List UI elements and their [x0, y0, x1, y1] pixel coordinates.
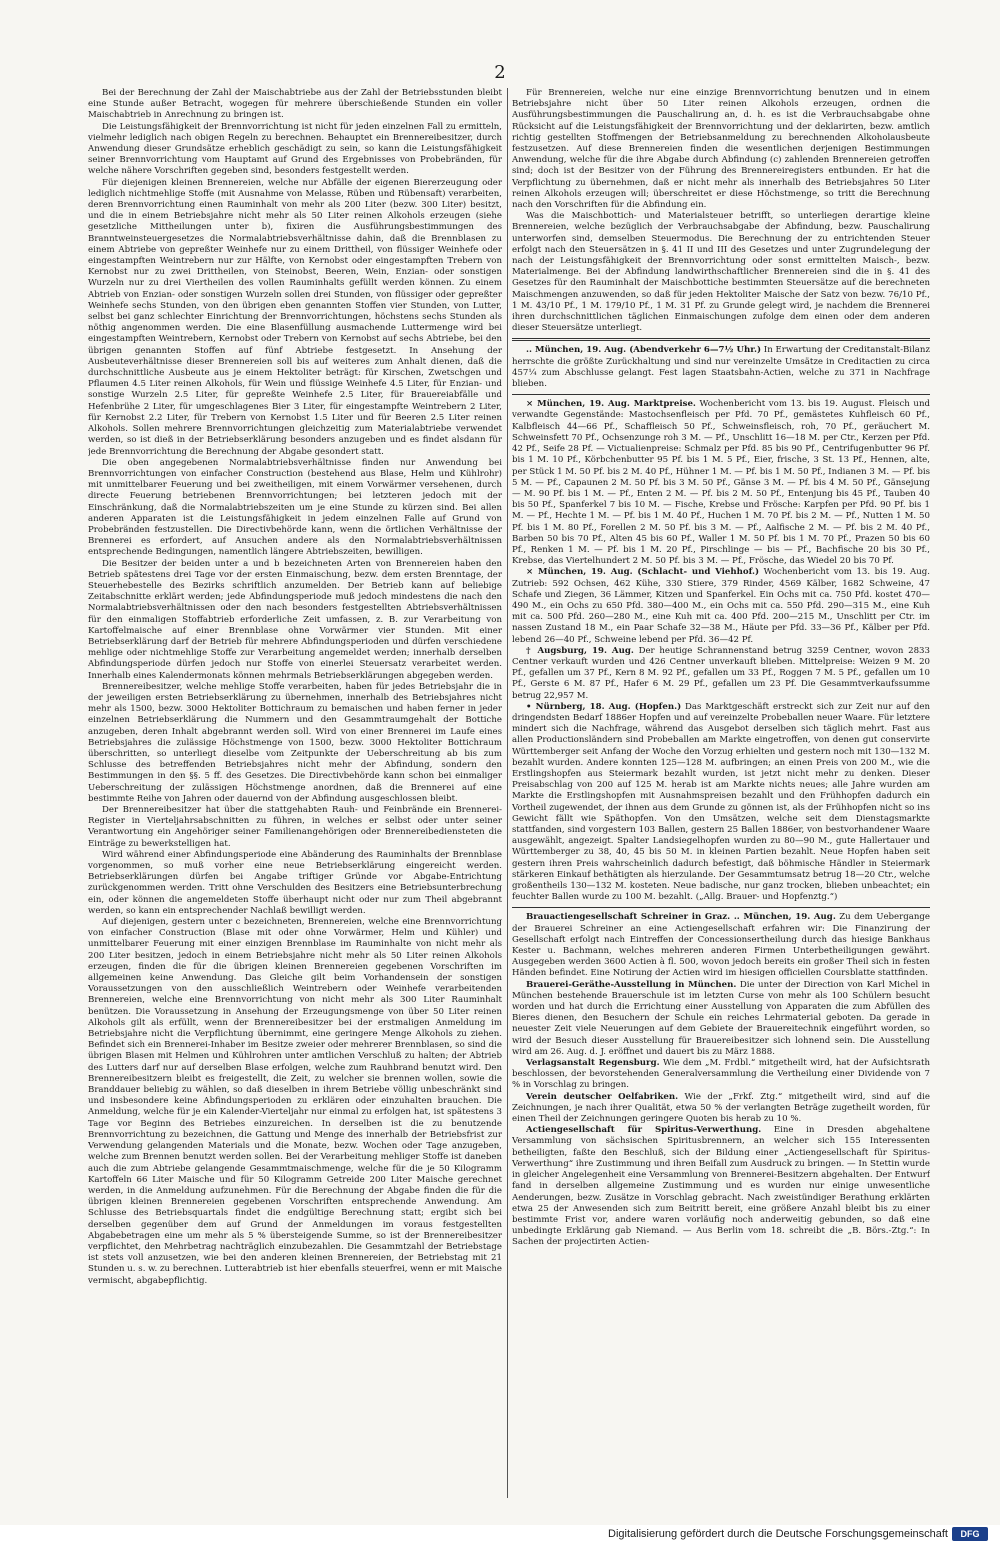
- left-column: [88, 88, 502, 1498]
- news-item-text: Wochenbericht vom 13. bis 19. Aug. Zutrieb: 592 Ochsen, 462 Kühe, 330 Stiere, 379 Rinder, 4569 Kälber, 1682 Schweine, 47 Schafe und Ziegen, 36 Lämmer, Kitzen und Spanferkel. Ein Ochs mit ca. 750 Pfd. kostet 470—490 M., ein Ochs zu 650 Pfd. 380—400 M., ein Ochs mit ca. 550 Pfd. 290—315 M., eine Kuh mit ca. 500 Pfd. 260—280 M., eine Kuh mit ca. 400 Pfd. 200—215 M., Unschlitt per Ctr. im nassen Zustand 18 M., ein Paar Schafe 32—38 M., Häute per Pfd. 33—36 Pf., Kälber per Pfd. lebend 26—40 Pf., Schweine lebend per Pfd. 36—42 Pf.: [512, 567, 930, 645]
- section-divider: [512, 338, 930, 341]
- article-paragraph: Die Leistungsfähigkeit der Brennvorrichtung ist nicht für jeden einzelnen Fall zu ermitteln, vielmehr lediglich nach obigen Regeln zu berechnen. Behauptet ein Brennereibesitzer, durch Anwendung dieser Grundsätze erheblich geschädigt zu sein, so kann die Leistungsfähigkeit seiner Brennvorrichtung vom Hauptamt auf Grund des Ergebnisses von Probebränden, für welche nähere Vorschriften gegeben sind, besonders festgestellt werden.: [88, 121, 502, 177]
- news-item: [512, 399, 930, 567]
- footer-bar: [0, 1525, 1000, 1545]
- news-item-heading: × München, 19. Aug. (Schlacht- und Viehhof.): [526, 567, 760, 578]
- news-item-text: Wie dem „M. Frdbl.“ mitgetheilt wird, hat der Aufsichtsrath beschlossen, der bevorstehenden Generalversammlung die Vertheilung einer Dividende von 7 % in Vorschlag zu bringen.: [512, 1058, 930, 1091]
- news-item: [512, 345, 930, 390]
- news-item-heading: × München, 19. Aug. Marktpreise.: [526, 399, 696, 410]
- article-paragraph: Die Besitzer der beiden unter a und b bezeichneten Arten von Brennereien haben den Betrieb spätestens drei Tage vor der ersten Einmaischung, bezw. dem ersten Brenntage, der Steuerhebestelle des Bezirks schriftlich anzumelden. Der Betrieb kann auf beliebige Zeitabschnitte erklärt werden; jede Abfindungsperiode muß jedoch mindestens die nach den Normalabtriebsverhältnissen oder den nach besonders festgestellten Abtriebsverhältnissen für den einmaligen Stoffabtrieb erforderliche Zeit umfassen, z. B. zur Verarbeitung von Kartoffelmaische auf einer Brennblase ohne Vorwärmer vier Stunden. Mit einer Betriebserklärung darf der Betrieb für mehrere Abfindungsperioden und dürfen verschiedene mehlige oder nichtmehlige Stoffe zur Verarbeitung angemeldet werden; innerhalb derselben Abfindungsperiode dürfen jedoch nur Stoffe von einerlei Steuersatz verarbeitet werden. Innerhalb eines Kalendermonats können mehrmals Betriebserklärungen abgegeben werden.: [88, 558, 502, 681]
- article-paragraph: Brennereibesitzer, welche mehlige Stoffe verarbeiten, haben für jedes Betriebsjahr die in der jeweiligen ersten Betriebserklärung zu übernehmen, innerhalb des Betriebsjahres nicht mehr als 1500, bezw. 3000 Hektoliter Bottichraum zu bemaischen und haben ferner in jeder einzelnen Betriebserklärung die Nummern und den Gesammtraumgehalt der Bottiche anzugeben, deren Inhalt abgebrannt werden soll. Wird von einer Brennerei im Laufe eines Betriebsjahres die zulässige Höchstmenge von 1500, bezw. 3000 Hektoliter Bottichraum überschritten, so unterliegt dieselbe vom Zeitpunkte der Ueberschreitung ab bis zum Schlusse des betreffenden Betriebsjahres nicht mehr der Abfindung, sondern den Bestimmungen in den §§. 5 ff. des Gesetzes. Die Directivbehörde kann schon bei einmaliger Ueberschreitung der zulässigen Höchstmenge anordnen, daß die Brennerei auf eine bestimmte Reihe von Jahren oder dauernd von der Abfindung ausgeschlossen bleibt.: [88, 681, 502, 804]
- funding-credit: Digitalisierung gefördert durch die Deutsche Forschungsgemeinschaft: [608, 1528, 948, 1540]
- news-item-text: Zu dem Uebergange der Brauerei Schreiner an eine Actiengesellschaft erfahren wir: Die Finanzirung der Gesellschaft erfolgt nach Eintreffen der Concessionsertheilung durch das hiesige Bankhaus Kester u. Bachmann, welches mehreren anderen Firmen Unterbetheiligungen gewährt. Ausgegeben werden 3600 Actien à fl. 500, wovon jedoch bereits ein großer Theil sich in festen Händen befindet. Eine Notirung der Actien wird im hiesigen officiellen Coursblatte stattfinden.: [512, 912, 930, 979]
- article-paragraph: Auf diejenigen, gestern unter c bezeichneten, Brennereien, welche eine Brennvorrichtung von einfacher Construction (Blase mit oder ohne Vorwärmer, Helm und Kühler) und unmittelbarer Feuerung mit einer einzigen Brennblase im Rauminhalte von nicht mehr als 200 Liter besitzen, jedoch in einem Betriebsjahre nicht mehr als 50 Liter reinen Alkohols erzeugen, finden die für die übrigen kleinen Brennereien gegebenen Vorschriften im allgemeinen keine Anwendung. Das Gleiche gilt beim Vorhandensein der sonstigen Voraussetzungen von den ausschließlich Weintrebern oder Weinhefe verarbeitenden Brennereien, welche eine Brennvorrichtung von nicht mehr als 300 Liter Rauminhalt benützen. Die Voraussetzung in Ansehung der Erzeugungsmenge von über 50 Liter reinen Alkohols gilt als erfüllt, wenn der Brennereibesitzer bei der erstmaligen Anmeldung im Betriebsjahre nicht die Verpflichtung übernimmt, eine geringere Menge Alkohols zu ziehen. Befindet sich ein Brennerei-Inhaber im Besitze zweier oder mehrerer Brennblasen, so sind die übrigen Blasen mit Helmen und Kühlrohren unter amtlichen Verschluß zu halten; der Abtrieb des Lutters darf nur auf derselben Blase erfolgen, welche zum Rauhbrand benutzt wird. Den Brennereibesitzern bleibt es freigestellt, die Zeit, zu welcher sie brennen wollen, sowie die Branddauer beliebig zu wählen, so daß dieselben in ihrem Betriebe völlig unbeschränkt sind und insbesondere keine Abfindungsperioden zu erklären oder einzuhalten brauchen. Die Anmeldung, welche für je ein Kalender-Vierteljahr nur einmal zu erfolgen hat, ist spätestens 3 Tage vor Beginn des Betriebes einzureichen. In derselben ist die zu benutzende Brennvorrichtung zu bezeichnen, die Gattung und Menge des innerhalb der Betriebsfrist zur Verwendung gelangenden Materials und die Monate, bezw. Wochen oder Tage anzugeben, welche zum Brennen benutzt werden sollen. Bei der Verarbeitung mehliger Stoffe ist daneben auch die zum Abtriebe gelangende Gesammtmaischmenge, welche für die je 50 Kilogramm Kartoffeln 66 Liter Maische und für 50 Kilogramm Getreide 200 Liter Maische gerechnet werden, in die Anmeldung aufzunehmen. Für die Berechnung der Abgabe finden die für die übrigen kleinen Brennereien gegebenen Vorschriften entsprechende Anwendung. Am Schlusse des Betriebsquartals findet die endgültige Berechnung statt; ergibt sich bei derselben gegenüber dem auf Grund der Anmeldungen im voraus festgestellten Abgabebetragen eine um mehr als 5 % übersteigende Summe, so ist der Brennereibesitzer verpflichtet, den Mehrbetrag nachträglich einzubezahlen. Die Gesammtzahl der Betriebstage ist stets voll anzusetzen, wie bei den anderen kleinen Brennereien, der Betriebstag mit 21 Stunden u. s. w. zu berechnen. Lutterabtrieb ist hier ebenfalls steuerfrei, wenn er mit Maische vermischt, abgabepflichtig.: [88, 917, 502, 1286]
- section-divider: [512, 394, 930, 395]
- news-item-heading: • Nürnberg, 18. Aug. (Hopfen.): [526, 701, 682, 712]
- article-paragraph: Bei der Berechnung der Zahl der Maischabtriebe aus der Zahl der Betriebsstunden bleibt eine Stunde außer Betracht, wogegen für mehrere überschießende Stunden ein voller Maischabtrieb in Anrechnung zu bringen ist.: [88, 88, 502, 121]
- news-item-heading: Verein deutscher Oelfabriken.: [526, 1091, 679, 1102]
- news-item-heading: † Augsburg, 19. Aug.: [526, 645, 634, 656]
- news-item-text: Das Marktgeschäft erstreckt sich zur Zeit nur auf den dringendsten Bedarf 1886er Hopfen und auf vereinzelte Probeballen neuer Waare. Für letztere mindert sich die Nachfrage, während das Ausgebot derselben sich täglich mehrt. Fast aus allen Productionsländern sind Probeballen am Markte eingetroffen, von denen gut conservirte Württemberger seit Anfang der Woche den Vorzug erhielten und gestern noch mit 130—132 M. bezahlt wurden. Andere konnten 125—128 M. aufbringen; an einen Preis von 200 M., wie die Erstlingshopfen aus Steiermark bezahlt wurden, ist jetzt nicht mehr zu denken. Dieser Preisabschlag von 200 auf 125 M. herab ist am Markte nichts neues; alle Jahre wurden am Markte die Erstlingshopfen mit Ausnahmspreisen bezahlt und den Frühhopfen dadurch ein Vortheil zugewendet, der ihnen aus dem Grunde zu gönnen ist, als der Frühhopfen nicht so ins Gewicht fällt wie Späthopfen. Von den Umsätzen, welche seit dem Dienstagsmarkte stattfanden, sind vorgestern 103 Ballen, gestern 25 Ballen 1886er, von bestvorhandener Waare ausgewählt, angezeigt. Spalter Landsiegelhopfen wurden zu 80—90 M., gute Hallertauer und Württemberger zu 38, 40, 45 bis 50 M. in kleinen Partien bezahlt. Neue Hopfen haben seit gestern ihren Preis wahrscheinlich dadurch befestigt, daß böhmische Händler in Steiermark stärkeren Einkauf bethätigten als hierzulande. Der Gesammtumsatz betrug 18—20 Ctr., welche großentheils 130—132 M. kosteten. Neue badische, nur ganz trocken, blieben unbeachtet; ein feuchter Ballen wurde zu 100 M. bezahlt. („Allg. Brauer- und Hopfenztg.“): [512, 701, 930, 903]
- news-item-heading: .. München, 19. Aug. (Abendverkehr 6—7½ Uhr.): [526, 345, 762, 356]
- news-item: [512, 1125, 930, 1248]
- article-paragraph: Für diejenigen kleinen Brennereien, welche nur Abfälle der eigenen Biererzeugung oder lediglich nichtmehlige Stoffe (mit Ausnahme von Melasse, Rüben und Rübensaft) verarbeiten, deren Brennvorrichtung einen Rauminhalt von mehr als 200 Liter (bezw. 300 Liter) besitzt, und die in einem Betriebsjahre nicht mehr als 50 Liter reinen Alkohols erzeugen (siehe gesetzliche Mittheilungen unter b), fixiren die Ausführungsbestimmungen des Branntweinsteuergesetzes die Normalabtriebsverhältnisse dahin, daß die Brennblasen zu einem Abtriebe von gepreßter Weinhefe nur zu einem Drittheil, von flüssiger Weinhefe oder eingestampften Weintrebern nur zur Hälfte, von Kernobst oder eingestampften Trebern von Kernobst nur zu zwei Drittheilen, von Steinobst, Beeren, Wein, Enzian- oder sonstigen Wurzeln nur zu drei Viertheilen des vollen Rauminhalts gefüllt werden können. Zu einem Abtrieb von Enzian- oder sonstigen Wurzeln sollen drei Stunden, von flüssiger oder gepreßter Weinhefe sechs Stunden, von den übrigen eben genannten Stoffen vier Stunden, von Lutter, selbst bei ganz schlechter Einrichtung der Brennvorrichtungen, höchstens sechs Stunden als nöthig angenommen werden. Die eine Blasenfüllung ausmachende Luttermenge wird bei eingestampften Weintrebern, Kernobst oder Trebern von Kernobst auf sechs Abtriebe, bei den übrigen genannten Stoffen auf fünf Abtriebe festgesetzt. In Ansehung der Ausbeuteverhältnisse dieser Brennereien soll bis auf weiteres zum Anhalt dienen, daß die durchschnittliche Ausbeute aus je einem Hektoliter beträgt: für Kirschen, Zwetschgen und Pflaumen 4.5 Liter reinen Alkohols, für Wein und flüssige Weinhefe 4.5 Liter, für Enzian- und sonstige Wurzeln 2.5 Liter, für gepreßte Weinhefe 2.5 Liter, für Brauereiabfälle und Hefenbrühe 2 Liter, für umgeschlagenes Bier 3 Liter, für eingestampfte Weintrebern 2 Liter, für Kernobst 2.2 Liter, für Trebern von Kernobst 1.5 Liter und für Beeren 2.5 Liter reinen Alkohols. Sollen mehrere Brennvorrichtungen gleichzeitig zum Materialabtriebe verwendet werden, so ist dieß in der Betriebserklärung besonders anzugeben und es findet alsdann für jede Brennvorrichtung die Berechnung der Abgabe gesondert statt.: [88, 177, 502, 457]
- article-paragraph: Für Brennereien, welche nur eine einzige Brennvorrichtung benutzen und in einem Betriebsjahre nicht über 50 Liter reinen Alkohols erzeugen, ordnen die Ausführungsbestimmungen die Pauschalirung an, d. h. es ist die Verbrauchsabgabe ohne Rücksicht auf die Leistungsfähigkeit der Brennvorrichtung und der deklarirten, bezw. amtlich richtig gestellten Stoffmengen der Betriebsanmeldung zu berechnenden Alkoholausbeute festzusetzen. Auf diese Brennereien finden die wesentlichen derjenigen Bestimmungen Anwendung, welche für die ihre Abgabe durch Abfindung (c) zahlenden Brennereien getroffen sind; doch ist der Besitzer von der Führung des Brennereiregisters entbunden. Er hat die Verpflichtung zu übernehmen, daß er nicht mehr als innerhalb des Betriebsjahres 50 Liter reinen Alkohols erzeugen will; überschreitet er diese Höchstmenge, so tritt die Berechnung nach den Vorschriften für die Abfindung ein.: [512, 88, 930, 211]
- right-column: [512, 88, 930, 1498]
- news-item: [512, 1058, 930, 1092]
- news-item: [512, 1092, 930, 1126]
- dfg-logo-icon: DFG: [952, 1527, 988, 1541]
- news-item-text: Der heutige Schrannenstand betrug 3259 Centner, wovon 2833 Centner verkauft wurden und 426 Centner unverkauft blieben. Mittelpreise: Weizen 9 M. 20 Pf., gefallen um 37 Pf., Kern 8 M. 92 Pf., gefallen um 33 Pf., Roggen 7 M. 5 Pf., gefallen um 10 Pf., Gerste 6 M. 87 Pf., Hafer 6 M. 29 Pf., gefallen um 23 Pf. Die Gesammtverkaufssumme betrug 22,957 M.: [512, 645, 930, 701]
- news-item: [512, 912, 930, 979]
- news-item: [512, 646, 930, 702]
- section-divider: [512, 907, 930, 908]
- news-item-heading: Brauerei-Geräthe-Ausstellung in München.: [526, 979, 737, 990]
- news-item: [512, 567, 930, 645]
- article-paragraph: Was die Maischbottich- und Materialsteuer betrifft, so unterliegen derartige kleine Brennereien, welche bezüglich der Verbrauchsabgabe der Abfindung, bezw. Pauschalirung unterworfen sind, demselben Steuermodus. Die Berechnung der zu entrichtenden Steuer erfolgt nach den Steuersätzen in §. 41 II und III des Gesetzes und unter Zugrundelegung der nach der Leistungsfähigkeit der Brennvorrichtung oder sonst ermittelten Maisch-, bezw. Materialmenge. Bei der Abfindung landwirthschaftlicher Brennereien sind die in §. 41 des Gesetzes für den Rauminhalt der Maischbottiche bestimmten Steuersätze auf die berechneten Maischmengen anzuwenden, so daß für jeden Hektoliter Maische der Satz von bezw. 76/10 Pf., 1 M. 43/10 Pf., 1 M. 179/10 Pf., 1 M. 31 Pf. zu Grunde gelegt wird, je nachdem die Brennerei ihren durchschnittlichen täglichen Einmaischungen zufolge dem einen oder dem anderen dieser Steuersätze unterliegt.: [512, 211, 930, 334]
- news-item: [512, 702, 930, 904]
- news-item-text: Die unter der Direction von Karl Michel in München bestehende Brauerschule ist im letzten Curse von mehr als 100 Schülern besucht worden und hat durch die Errichtung einer Ausstellung von Apparaten die zum Abfüllen des Bieres dienen, den Besuchern der Schule ein reiches Lehrmaterial geboten. Da gerade in neuester Zeit viele Neuerungen auf dem Gebiete der Brauereitechnik eingeführt worden, so wird der Besuch dieser Ausstellung für Brauereibesitzer sich lohnend sein. Die Ausstellung wird am 26. Aug. d. J. eröffnet und dauert bis zu März 1888.: [512, 979, 930, 1057]
- page-number: 2: [494, 62, 506, 83]
- article-paragraph: Wird während einer Abfindungsperiode eine Abänderung des Rauminhalts der Brennblase vorgenommen, so muß vorher eine neue Betriebserklärung eingereicht werden. Betriebserklärungen dürfen bei Angabe triftiger Gründe vor Abgabe-Entrichtung zurückgenommen werden. Tritt ohne Verschulden des Besitzers eine Betriebsunterbrechung ein, oder können die angemeldeten Stoffe überhaupt nicht oder nur zum Theil abgebrannt werden, so kann ein entsprechender Nachlaß bewilligt werden.: [88, 849, 502, 916]
- news-item-text: In Erwartung der Creditanstalt-Bilanz herrschte die größte Zurückhaltung und sind nur vereinzelte Umsätze in Creditactien zu circa 457¼ zum Abschlusse gelangt. Fest lagen Staatsbahn-Actien, welche zu 371 in Nachfrage blieben.: [512, 345, 930, 390]
- article-paragraph: Die oben angegebenen Normalabtriebsverhältnisse finden nur Anwendung bei Brennvorrichtungen von einfacher Construction (bestehend aus Blase, Helm und Kühlrohr) mit unmittelbarer Feuerung und bei zweitheiligen, mit einem Vorwärmer versehenen, durch directe Feuerung betriebenen Brennvorrichtungen; bei letzteren jedoch mit der Einschränkung, daß die Normalabtriebszeiten um je eine Stunde zu kürzen sind. Bei allen anderen Apparaten ist die Leistungsfähigkeit in jedem einzelnen Falle auf Grund von Probebränden festzustellen. Die Directivbehörde kann, wenn die örtlichen Verhältnisse der Brennerei es erfordert, auf Ansuchen andere als den Normalabtriebsverhältnissen entsprechende Bedingungen, namentlich längere Abtriebszeiten, bewilligen.: [88, 457, 502, 558]
- column-divider: [507, 88, 508, 1498]
- article-paragraph: Der Brennereibesitzer hat über die stattgehabten Rauh- und Feinbrände ein Brennerei-Register in Vierteljahrsabschnitten zu führen, in welches er selbst oder unter seiner Verantwortung ein Angehöriger seiner Familienangehörigen oder Brennereibediensteten die Einträge zu bewerkstelligen hat.: [88, 805, 502, 849]
- news-item-text: Wochenbericht vom 13. bis 19. August. Fleisch und verwandte Gegenstände: Mastochsenfleisch per Pfd. 70 Pf., gemästetes Kuhfleisch 60 Pf., Kalbfleisch 44—66 Pf., Schaffleisch 50 Pf., Schweinsfleisch, roh, 70 Pf., geräuchert M. Schweinsfett 70 Pf., Ochsenzunge roh 3 M. — Pf., Unschlitt 16—18 M. per Ctr., Kerzen per Pfd. 42 Pf., Seife 28 Pf. — Victualienpreise: Schmalz per Pfd. 85 bis 90 Pf., Centrifugenbutter 96 Pf. bis 1 M. 10 Pf., Körbchenbutter 95 Pf. bis 1 M. 5 Pf., Eier, frische, 3 St. 13 Pf., Hennen, alte, per Stück 1 M. 50 Pf. bis 2 M. 40 Pf., Hühner 1 M. — Pf. bis 1 M. 50 Pf., Indianen 3 M. — Pf. bis 5 M. — Pf., Capaunen 2 M. 50 Pf. bis 3 M. 50 Pf., Gänse 3 M. — Pf. bis 4 M. 50 Pf., Gänsejung — M. 90 Pf. bis 1 M. — Pf., Enten 2 M. — Pf. bis 2 M. 50 Pf., Entenjung bis 45 Pf., Tauben 40 bis 50 Pf., Spanferkel 7 bis 10 M. — Fische, Krebse und Frösche: Karpfen per Pfd. 90 Pf. bis 1 M. — Pf., Hechte 1 M. — Pf. bis 1 M. 40 Pf., Huchen 1 M. 70 Pf. bis 2 M. — Pf., Nutten 1 M. 50 Pf. bis 1 M. 80 Pf., Forellen 2 M. 50 Pf. bis 3 M. — Pf., Aalfische 2 M. — Pf. bis 2 M. 40 Pf., Barben 50 bis 70 Pf., Alten 45 bis 60 Pf., Waller 1 M. 50 Pf. bis 1 M. 70 Pf., Prazen 50 bis 60 Pf., Renken 1 M. — Pf. bis 1 M. 20 Pf., Pirschlinge — bis — Pf., Bachfische 20 bis 30 Pf., Krebse, das Viertelhundert 2 M. 50 Pf. bis 3 M. — Pf., Frösche, das Wiedel 20 bis 70 Pf.: [512, 399, 930, 567]
- news-item-heading: Brauactiengesellschaft Schreiner in Graz. .. München, 19. Aug.: [526, 912, 836, 923]
- news-item-heading: Verlagsanstalt Regensburg.: [526, 1058, 660, 1069]
- news-item-heading: Actiengesellschaft für Spiritus-Verwerthung.: [526, 1125, 762, 1136]
- news-item-text: Eine in Dresden abgehaltene Versammlung von sächsischen Spiritusbrennern, an welcher sich 155 Interessenten betheiligten, faßte den Beschluß, sich der Bildung einer „Actiengesellschaft für Spiritus-Verwerthung“ ihre Zustimmung und ihren Beifall zum Ausdruck zu bringen. — In Stettin wurde in gleicher Angelegenheit eine Versammlung von Brennerei-Besitzern abgehalten. Der Entwurf fand in derselben allgemeine Zustimmung und es wurden nur einige unwesentliche Aenderungen, bezw. Zusätze in Vorschlag gebracht. Nach zweistündiger Berathung erklärten etwa 25 der Anwesenden sich zum Beitritt bereit, eine größere Anzahl bleibt bis zu einer bestimmte Frist vor, andere waren vorläufig noch anderweitig gebunden, so daß eine unbedingte Erklärung gab Niemand. — Aus Berlin vom 18. schreibt die „B. Börs.-Ztg.“: In Sachen der projectirten Actien-: [512, 1125, 930, 1248]
- news-item-text: Wie der „Frkf. Ztg.“ mitgetheilt wird, sind auf die Zeichnungen, je nach ihrer Qualität, etwa 50 % der verlangten Beträge zugetheilt worden, für einen Theil der Zeichnungen geringere Quoten bis herab zu 10 %.: [512, 1091, 930, 1125]
- news-item: [512, 980, 930, 1058]
